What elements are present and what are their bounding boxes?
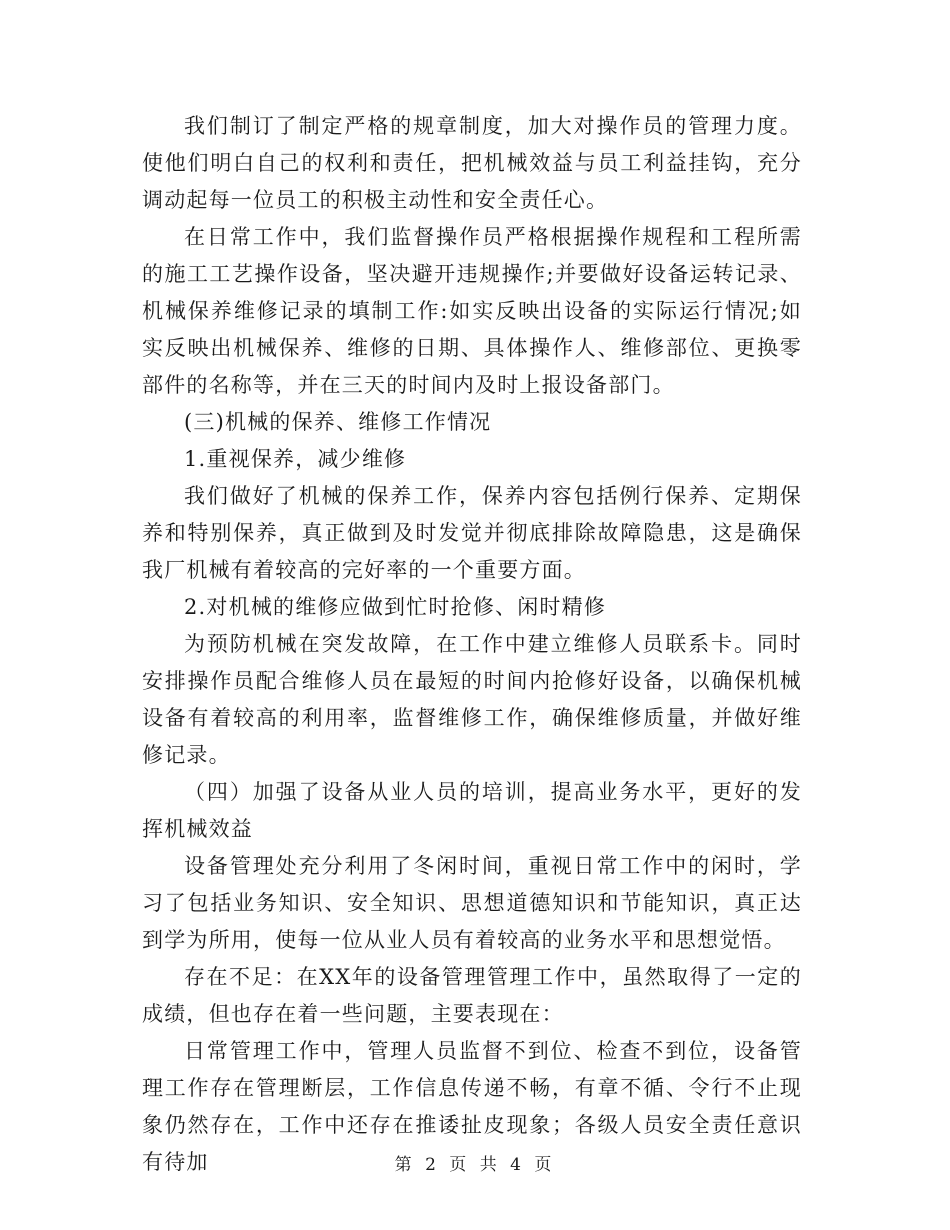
paragraph-1: 我们制订了制定严格的规章制度，加大对操作员的管理力度。使他们明白自己的权利和责任，把机械效益与员工利益挂钩，充分调动起每一位员工的积极主动性和安全责任心。 — [142, 114, 802, 212]
paragraph-6: 存在不足：在XX年的设备管理管理工作中，虽然取得了一定的成绩，但也存在着一些问题，主要表现在： — [142, 965, 802, 1026]
document-body — [142, 108, 802, 1181]
paragraph-3: 我们做好了机械的保养工作，保养内容包括例行保养、定期保养和特别保养，真正做到及时发觉并彻底排除故障隐患，这是确保我厂机械有着较高的完好率的一个重要方面。 — [142, 484, 802, 582]
subheading-2: 2.对机械的维修应做到忙时抢修、闲时精修 — [184, 595, 607, 619]
subheading-1: 1.重视保养，减少维修 — [184, 447, 407, 471]
page-number-footer: 第 2 页 共 4 页 — [394, 1155, 556, 1175]
section-heading-4: （四）加强了设备从业人员的培训，提高业务水平，更好的发挥机械效益 — [142, 780, 802, 841]
paragraph-4: 为预防机械在突发故障，在工作中建立维修人员联系卡。同时安排操作员配合维修人员在最短的时间内抢修好设备，以确保机械设备有着较高的利用率，监督维修工作，确保维修质量，并做好维修记录。 — [142, 632, 802, 767]
paragraph-7: 日常管理工作中，管理人员监督不到位、检查不到位，设备管理工作存在管理断层，工作信息传递不畅，有章不循、令行不止现象仍然存在，工作中还存在推诿扯皮现象；各级人员安全责任意识有待加 — [142, 1039, 802, 1174]
section-heading-3: (三)机械的保养、维修工作情况 — [184, 410, 492, 434]
paragraph-5: 设备管理处充分利用了冬闲时间，重视日常工作中的闲时，学习了包括业务知识、安全知识、思想道德知识和节能知识，真正达到学为所用，使每一位从业人员有着较高的业务水平和思想觉悟。 — [142, 854, 802, 952]
paragraph-2: 在日常工作中，我们监督操作员严格根据操作规程和工程所需的施工工艺操作设备，坚决避开违规操作;并要做好设备运转记录、机械保养维修记录的填制工作:如实反映出设备的实际运行情况;如实反映出机械保养、维修的日期、具体操作人、维修部位、更换零部件的名称等，并在三天的时间内及时上报设备部门。 — [142, 225, 802, 397]
